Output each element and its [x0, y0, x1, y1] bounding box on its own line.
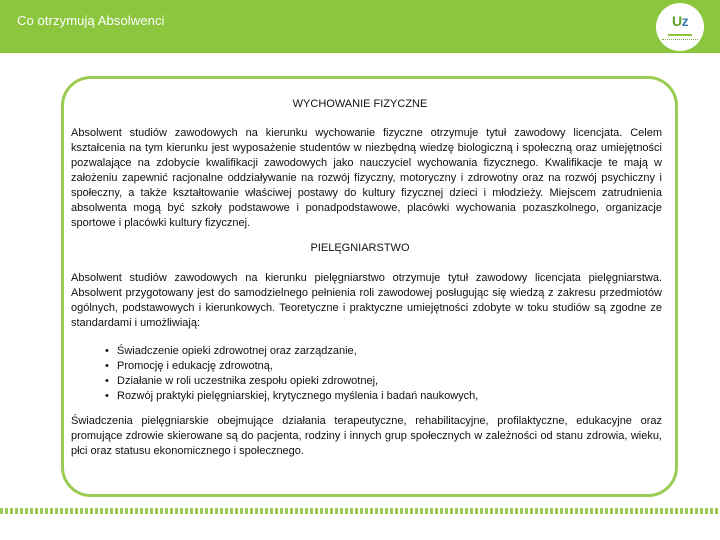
list-item: • Rozwój praktyki pielęgniarskiej, krytycznego myślenia i badań naukowych, — [105, 389, 625, 404]
logo-rule — [668, 34, 692, 36]
list-item: • Działanie w roli uczestnika zespołu opieki zdrowotnej, — [105, 374, 625, 389]
logo-mark — [663, 11, 697, 31]
list-item: • Promocję i edukację zdrowotną, — [105, 359, 625, 374]
list-item: • Świadczenie opieki zdrowotnej oraz zarządzanie, — [105, 344, 625, 359]
paragraph-nursing-closing: Świadczenia pielęgniarskie obejmujące działania terapeutyczne, rehabilitacyjne, profilaktyczne, edukacyjne oraz promujące zdrowie skierowane są do pacjenta, rodziny i innych grup społecznych w zależności od stanu zdrowia, wieku, płci oraz statusu ekonomicznego i społecznego. — [71, 415, 662, 457]
university-logo — [656, 3, 704, 51]
paragraph-nursing: Absolwent studiów zawodowych na kierunku pielęgniarstwo otrzymuje tytuł zawodowy licencjata pielęgniarstwa. Absolwent przygotowany jest do samodzielnego pełnienia roli zawodowej posługując się wiedzą z zakresu przedmiotów ogólnych, podstawowych i kierunkowych. Teoretyczne i praktyczne umiejętności zdobyte w toku studiów są zgodne ze standardami i umożliwiają: — [71, 272, 662, 329]
logo-subtext-decoration — [662, 39, 698, 42]
logo-letter-z: z — [681, 13, 689, 29]
logo-letter-u: U — [671, 13, 682, 29]
header-bar — [0, 0, 720, 53]
heading-pe: WYCHOWANIE FIZYCZNE — [292, 98, 428, 110]
slide-title: Co otrzymują Absolwenci — [17, 13, 165, 28]
nursing-skills-list — [105, 344, 625, 404]
heading-nursing: PIELĘGNIARSTWO — [310, 242, 410, 254]
paragraph-pe: Absolwent studiów zawodowych na kierunku wychowanie fizyczne otrzymuje tytuł zawodowy licencjata. Celem kształcenia na tym kierunku jest wyposażenie studentów w niezbędną wiedzę biologiczną i społeczną oraz umiejętności pozwalające na zdobycie kwalifikacji zawodowych jako nauczyciel wychowania fizycznego. Kwalifikacje te mają w założeniu zapewnić racjonalne oddziaływanie na rozwój fizyczny, motoryczny i zdrowotny oraz na rozwój psychiczny i społeczny, a także kształtowanie właściwej postawy do kultury fizycznej dzieci i młodzieży. Miejscem zatrudnienia absolwenta mogą być szkoły podstawowe i ponadpodstawowe, placówki wychowania pozaszkolnego, organizacje sportowe i placówki kultury fizycznej. — [71, 127, 662, 229]
footer-dotted-line — [0, 508, 720, 514]
